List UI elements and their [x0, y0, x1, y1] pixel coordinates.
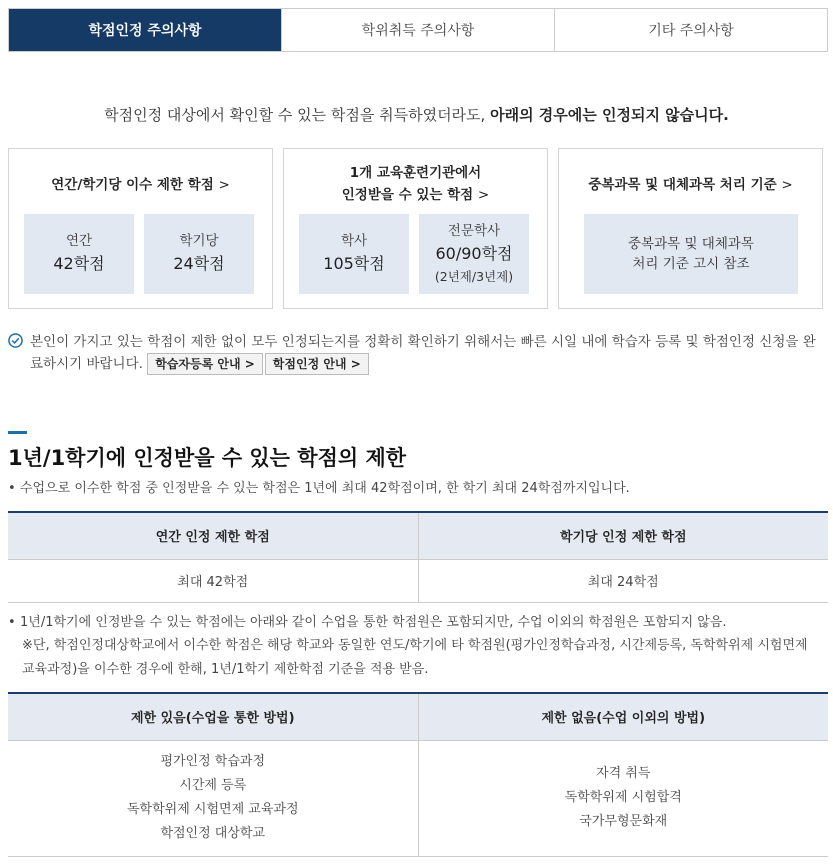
table-header: 제한 있음(수업을 통한 방법): [8, 693, 418, 740]
intro-text: [0, 104, 833, 125]
chevron-right-icon: >: [218, 177, 230, 193]
bachelor-label: 학사: [340, 233, 368, 249]
table-header: 제한 없음(수업 이외의 방법): [418, 693, 828, 740]
bullet-2-text: 1년/1학기에 인정받을 수 있는 학점에는 아래와 같이 수업을 통한 학점원은 포함되지만, 수업 이외의 학점원은 포함되지 않음.: [20, 615, 727, 630]
section-title: 1년/1학기에 인정받을 수 있는 학점의 제한: [8, 446, 407, 470]
card-annual-title-text: 연간/학기당 이수 제한 학점: [51, 177, 214, 193]
credit-recognition-button[interactable]: [265, 353, 369, 375]
notice: [8, 331, 828, 375]
list-item: 학점인정 대상학교: [160, 826, 266, 841]
list-item: 시간제 등록: [179, 778, 247, 793]
associate-sub: (2년제/3년제): [434, 269, 514, 284]
semester-label: 학기당: [179, 233, 219, 249]
tab-degree[interactable]: 학위취득 주의사항: [281, 9, 554, 51]
semester-box: [144, 214, 254, 294]
check-circle-icon: [8, 333, 23, 348]
card-institution-limit: [283, 148, 548, 309]
list-item: 독학학위제 시험면제 교육과정: [126, 802, 299, 817]
associate-label: 전문학사: [447, 223, 501, 239]
bullet-1: • 수업으로 이수한 학점 중 인정받을 수 있는 학점은 1년에 최대 42학점이며, 한 학기 최대 24학점까지입니다.: [8, 481, 630, 496]
semester-value: 24학점: [173, 254, 225, 273]
section-accent-bar: [8, 431, 27, 434]
table-row: [8, 559, 828, 602]
chevron-right-icon: >: [244, 357, 255, 371]
bullet-2: • 1년/1학기에 인정받을 수 있는 학점에는 아래와 같이 수업을 통한 학점원은 포함되지만, 수업 이외의 학점원은 포함되지 않음.: [8, 615, 727, 630]
tab-credit-recognition[interactable]: 학점인정 주의사항: [9, 9, 281, 51]
list-item: 자격 취득: [596, 766, 651, 781]
chevron-right-icon: >: [477, 187, 490, 203]
list-item: 독학학위제 시험합격: [564, 790, 682, 805]
duplicate-box: [584, 214, 798, 294]
method-table: [8, 692, 828, 857]
bachelor-box: [299, 214, 409, 294]
annual-value: 42학점: [53, 254, 105, 273]
note-line-1: ※단, 학점인정대상학교에서 이수한 학점은 해당 학교와 동일한 연도/학기에 타 학점원(평가인정학습과정, 시간제등록, 독학학위제 시험면제: [22, 638, 808, 653]
bachelor-value: 105학점: [323, 254, 385, 273]
annual-label: 연간: [65, 233, 93, 249]
chevron-right-icon: >: [350, 357, 361, 371]
card-annual-limit: [8, 148, 273, 309]
card-institution-title[interactable]: [284, 162, 547, 206]
unlimited-methods-cell: [418, 740, 828, 856]
associate-value: 60/90학점: [435, 244, 513, 263]
table-cell: 최대 42학점: [8, 559, 418, 602]
tab-bar: [8, 8, 828, 52]
bullet-1-text: 수업으로 이수한 학점 중 인정받을 수 있는 학점은 1년에 최대 42학점이며, 한 학기 최대 24학점까지입니다.: [20, 481, 630, 496]
notice-text: 본인이 가지고 있는 학점이 제한 없이 모두 인정되는지를 정확히 확인하기 위해서는 빠른 시일 내에 학습자 등록 및 학점인정 신청을 완료하시기 바랍니다.: [30, 334, 816, 372]
card-institution-title-line1: 1개 교육훈련기관에서: [349, 165, 482, 181]
table-cell: 최대 24학점: [418, 559, 828, 602]
card-duplicate-course: [558, 148, 823, 309]
table-row: [8, 740, 828, 856]
annual-limit-table: [8, 511, 828, 603]
limited-methods-cell: [8, 740, 418, 856]
list-item: 평가인정 학습과정: [160, 754, 266, 769]
chevron-right-icon: >: [781, 177, 793, 193]
duplicate-line1: 중복과목 및 대체과목: [628, 236, 754, 252]
card-duplicate-title[interactable]: [559, 174, 822, 196]
card-institution-title-line2: 인정받을 수 있는 학점: [341, 187, 474, 203]
associate-box: [419, 214, 529, 294]
list-item: 국가무형문화재: [579, 814, 668, 829]
credit-recognition-label: 학점인정 안내: [272, 357, 347, 371]
note-line-2: 교육과정)을 이수한 경우에 한해, 1년/1학기 제한학점 기준을 적용 받음.: [22, 662, 429, 677]
table-header: 연간 인정 제한 학점: [8, 512, 418, 559]
card-annual-title[interactable]: [9, 174, 272, 196]
learner-registration-label: 학습자등록 안내: [155, 357, 241, 371]
learner-registration-button[interactable]: [147, 353, 263, 375]
intro-bold: 아래의 경우에는 인정되지 않습니다.: [490, 106, 729, 124]
annual-box: [24, 214, 134, 294]
card-duplicate-title-text: 중복과목 및 대체과목 처리 기준: [588, 177, 777, 193]
intro-normal: 학점인정 대상에서 확인할 수 있는 학점을 취득하였더라도,: [104, 106, 491, 124]
duplicate-line2: 처리 기준 고시 참조: [632, 256, 750, 272]
table-header: 학기당 인정 제한 학점: [418, 512, 828, 559]
tab-other[interactable]: 기타 주의사항: [554, 9, 827, 51]
